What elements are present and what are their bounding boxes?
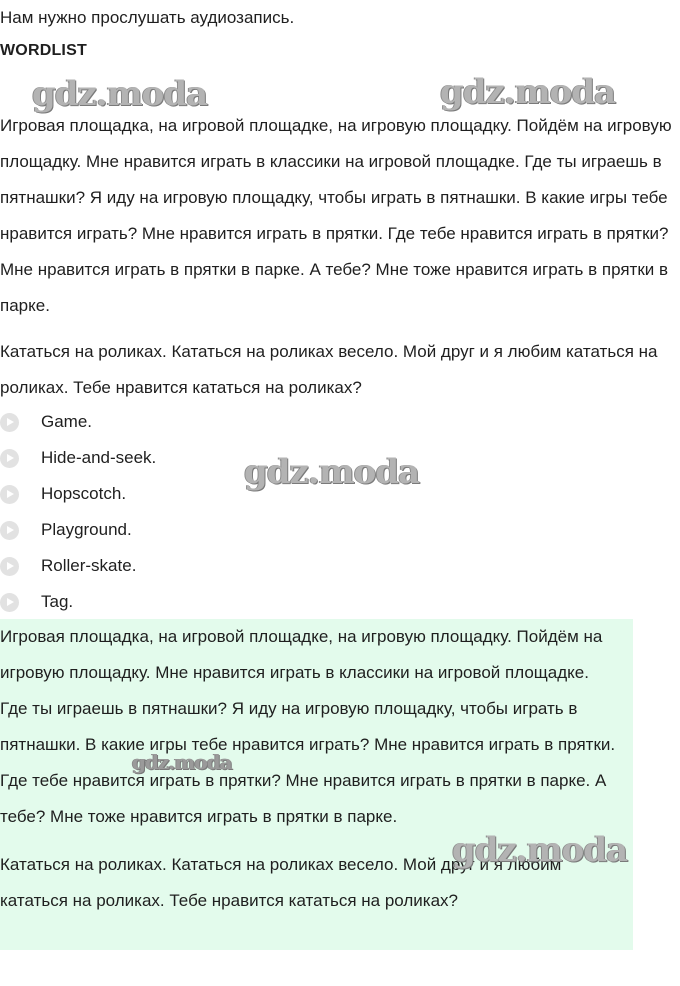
word-label: Game. [41, 412, 93, 431]
play-bullet-icon[interactable] [0, 413, 19, 432]
watermark-logo: gdz.moda [32, 74, 208, 114]
word-item[interactable] [0, 440, 156, 476]
answer-paragraph-playground: Игровая площадка, на игровой площадке, на игровую площадку. Пойдём на игровую площадку. Мне нравится играть в классики на игровой площадке. Где ты играешь в пятнашки? Я иду на игровую площадку, чтобы играть в пятнашки. В какие игры тебе нравится играть? Мне нравится играть в прятки. Где тебе нравится играть в прятки? Мне нравится играть в прятки в парке. А тебе? Мне тоже нравится играть в прятки в парке. [0, 627, 616, 826]
word-label: Hopscotch. [41, 484, 127, 503]
paragraph-roller-skating: Кататься на роликах. Кататься на роликах весело. Мой друг и я любим кататься на роликах. Тебе нравится кататься на роликах? [0, 342, 658, 397]
word-list [0, 404, 156, 620]
word-label: Hide-and-seek. [41, 448, 157, 467]
answer-paragraph-roller-skating: Кататься на роликах. Кататься на роликах весело. Мой друг и я любим кататься на роликах. Тебе нравится кататься на роликах? [0, 855, 562, 910]
play-bullet-icon[interactable] [0, 557, 19, 576]
word-item[interactable] [0, 404, 156, 440]
intro-text: Нам нужно прослушать аудиозапись. [0, 8, 295, 27]
word-item[interactable] [0, 548, 156, 584]
word-item[interactable] [0, 584, 156, 620]
word-label: Playground. [41, 520, 132, 539]
word-label: Tag. [41, 592, 74, 611]
watermark-logo: gdz.moda [452, 830, 628, 870]
play-bullet-icon[interactable] [0, 521, 19, 540]
answer-block [0, 619, 633, 950]
play-bullet-icon[interactable] [0, 485, 19, 504]
word-item[interactable] [0, 476, 156, 512]
word-item[interactable] [0, 512, 156, 548]
watermark-logo: gdz.moda [440, 72, 616, 112]
word-label: Roller-skate. [41, 556, 137, 575]
wordlist-heading: WORDLIST [0, 42, 87, 59]
play-bullet-icon[interactable] [0, 593, 19, 612]
watermark-logo: gdz.moda [132, 750, 232, 774]
paragraph-playground: Игровая площадка, на игровой площадке, на игровую площадку. Пойдём на игровую площадку. Мне нравится играть в классики на игровой площадке. Где ты играешь в пятнашки? Я иду на игровую площадку, чтобы играть в пятнашки. В какие игры тебе нравится играть? Мне нравится играть в прятки. Где тебе нравится играть в прятки? Мне нравится играть в прятки в парке. А тебе? Мне тоже нравится играть в прятки в парке. [0, 116, 672, 315]
play-bullet-icon[interactable] [0, 449, 19, 468]
watermark-logo: gdz.moda [244, 452, 420, 492]
